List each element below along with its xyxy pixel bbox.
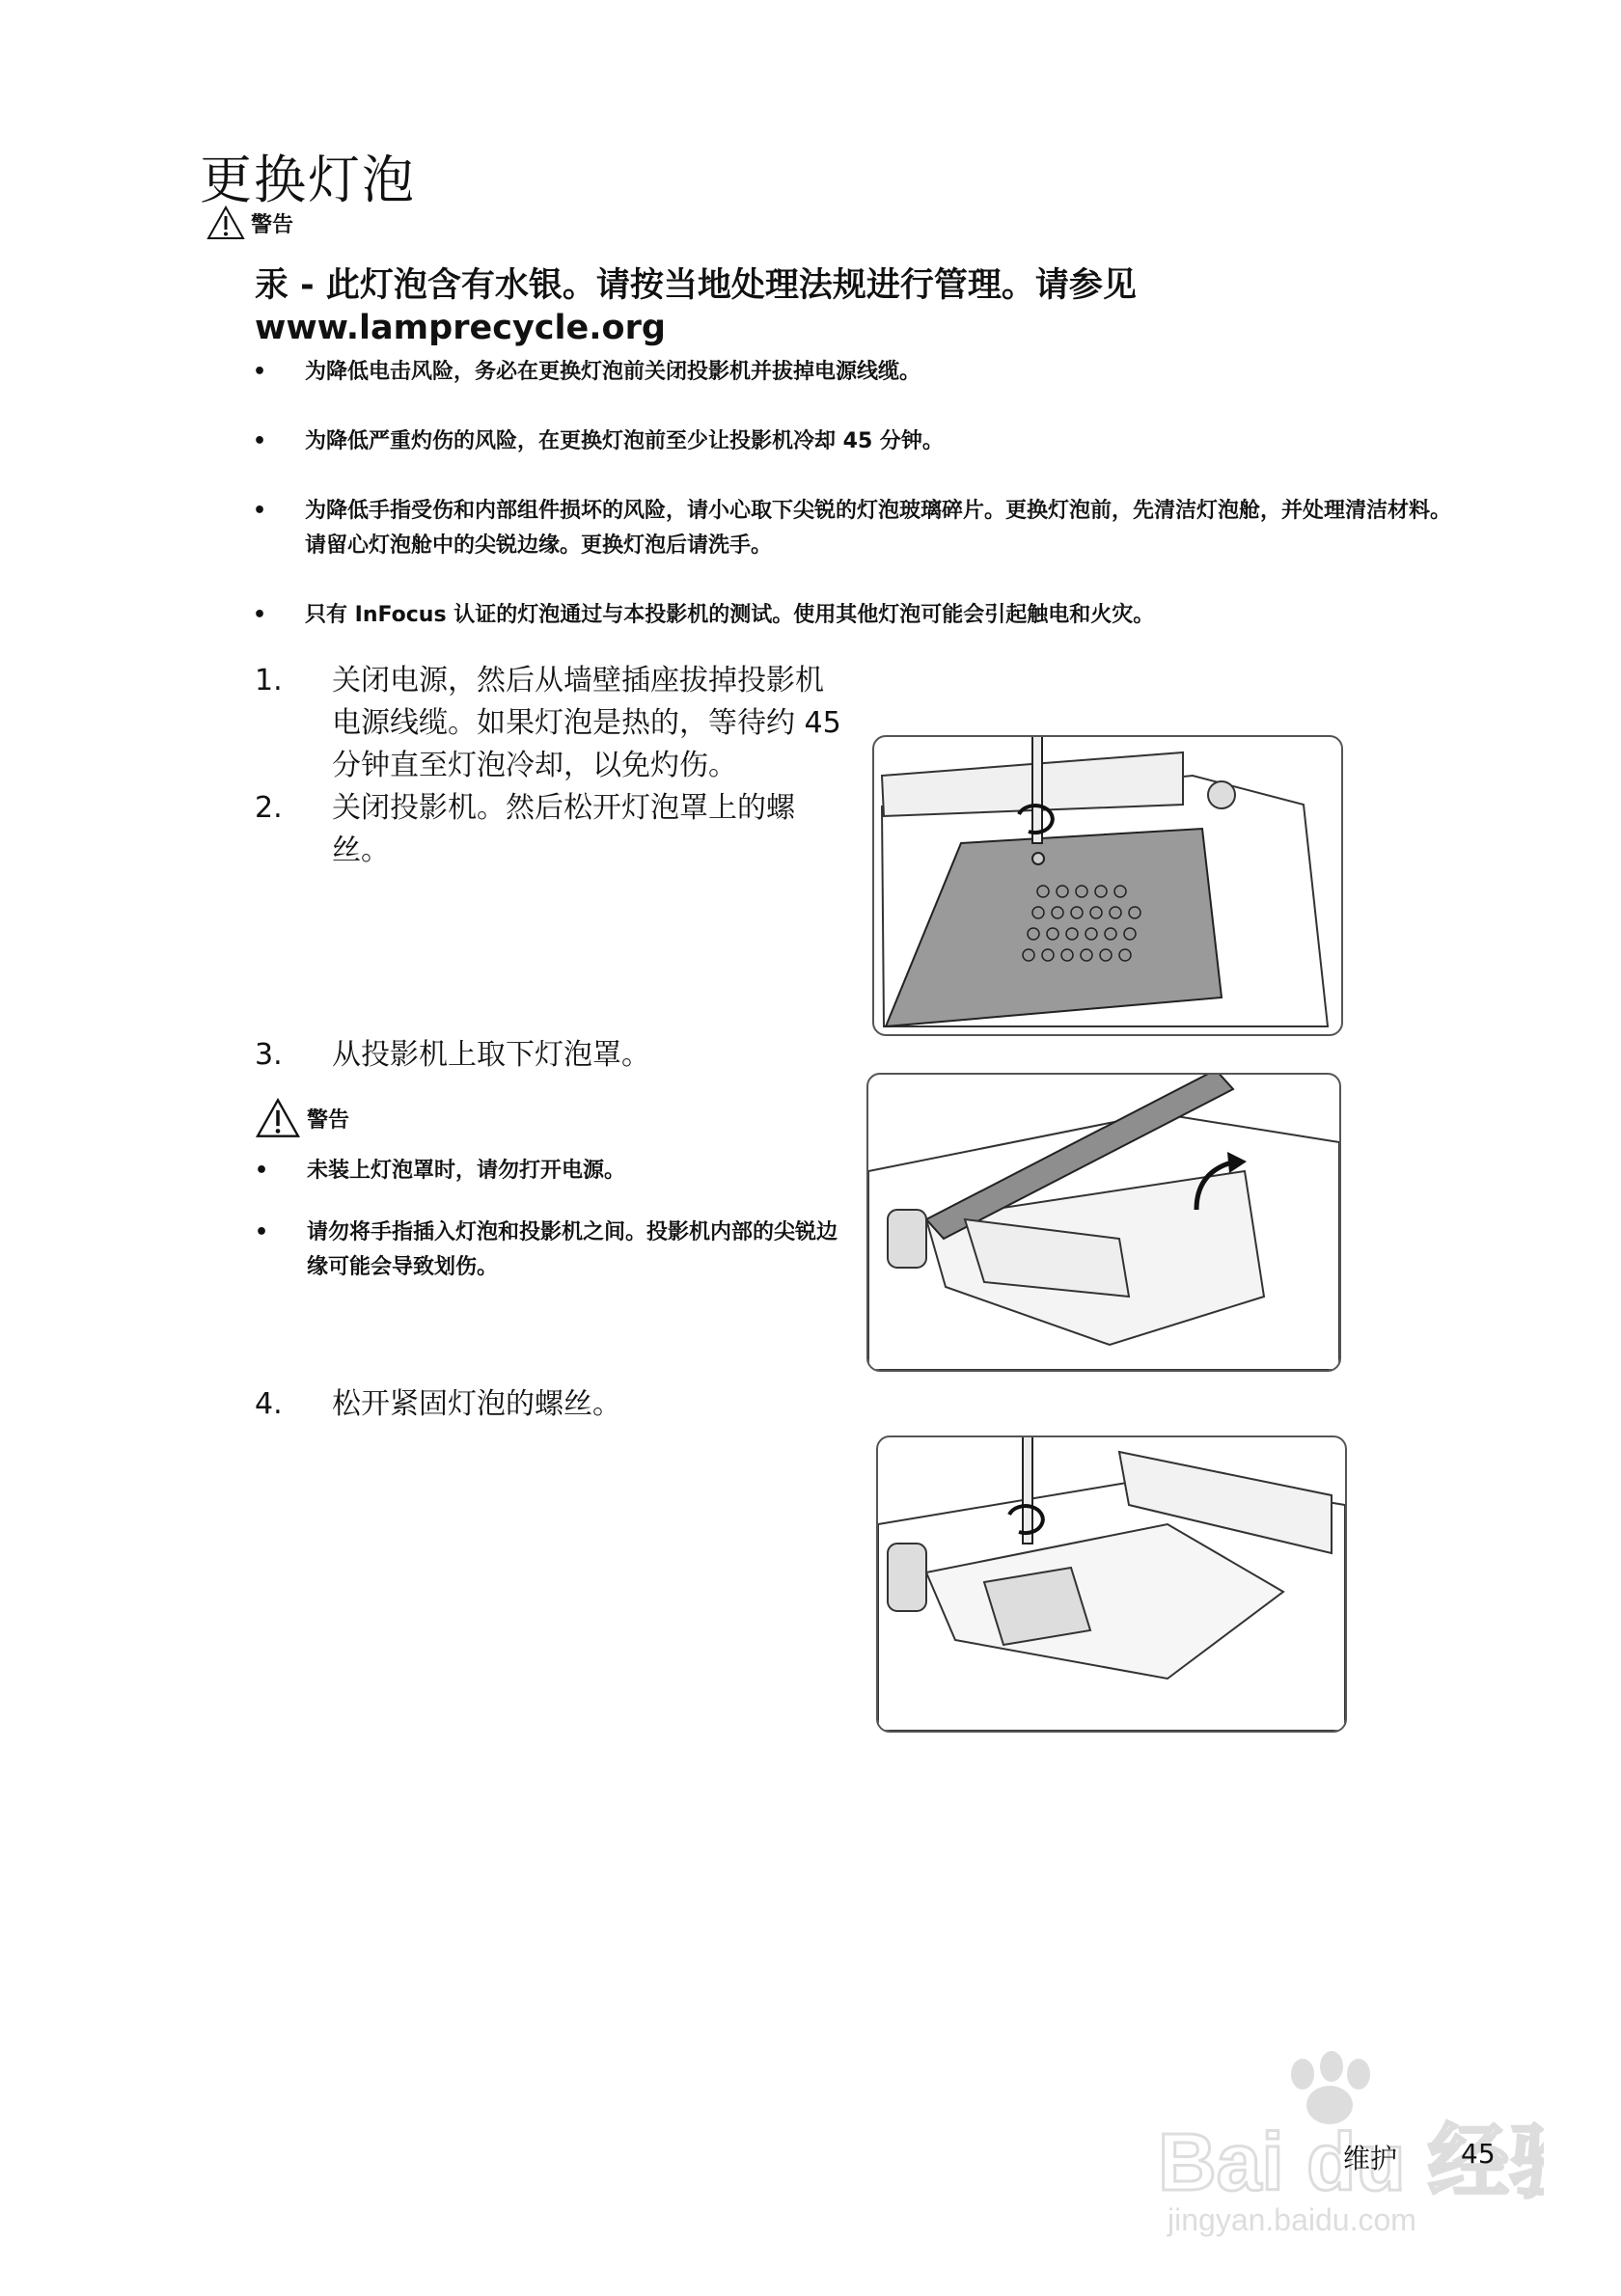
projector-open-cover-image [868, 1075, 1339, 1370]
bullet-icon: • [255, 1220, 269, 1244]
page-number: 45 [1461, 2138, 1496, 2170]
step-item [255, 1383, 843, 1426]
warning-triangle-icon [206, 205, 245, 240]
step-item [255, 660, 843, 787]
bullet-icon: • [253, 499, 267, 523]
bullet-icon: • [253, 429, 267, 453]
page-title: 更换灯泡 [200, 150, 416, 210]
projector-lamp-screw-image [878, 1437, 1345, 1731]
watermark-brand: Bai du 经 [1158, 2117, 1510, 2207]
step-number: 1. [255, 664, 283, 697]
list-item [255, 1216, 853, 1285]
steps-1-2 [255, 660, 843, 872]
bullet-text: 为降低严重灼伤的风险，在更换灯泡前至少让投影机冷却 45 分钟。 [305, 429, 944, 453]
step-text: 松开紧固灯泡的螺丝。 [332, 1387, 621, 1421]
warning-header [206, 205, 293, 240]
step-item [255, 1034, 843, 1077]
warning-label: 警告 [251, 212, 294, 237]
list-item [253, 494, 1459, 563]
warning-bullet-list [253, 355, 1459, 668]
warning2-bullet-list [255, 1154, 853, 1285]
step-3 [255, 1034, 843, 1077]
bullet-icon: • [255, 1159, 269, 1183]
warning-header [255, 1098, 349, 1138]
list-item [253, 598, 1459, 633]
bullet-text: 请勿将手指插入灯泡和投影机之间。投影机内部的尖锐边缘可能会导致划伤。 [307, 1220, 838, 1279]
illustration-loosen-lamp-screw [876, 1435, 1347, 1733]
illustration-remove-cover [866, 1073, 1341, 1372]
bullet-text: 只有 InFocus 认证的灯泡通过与本投影机的测试。使用其他灯泡可能会引起触电和火灾。 [305, 603, 1155, 627]
step-number: 2. [255, 791, 283, 825]
bullet-icon: • [253, 360, 267, 384]
warning-triangle-icon [255, 1098, 301, 1138]
mercury-notice [255, 264, 1364, 349]
bullet-text: 为降低电击风险，务必在更换灯泡前关闭投影机并拔掉电源线缆。 [305, 360, 921, 384]
list-item [255, 1154, 853, 1189]
step-text: 关闭投影机。然后松开灯泡罩上的螺丝。 [332, 791, 795, 867]
projector-lamp-cover-image [874, 737, 1341, 1034]
warning-label: 警告 [307, 1107, 350, 1133]
step-text: 关闭电源，然后从墙壁插座拔掉投影机电源线缆。如果灯泡是热的，等待约 45 分钟直至灯泡冷却，以免灼伤。 [332, 664, 841, 782]
footer-section-name: 维护 [1343, 2143, 1398, 2174]
lamprecycle-link[interactable]: www.lamprecycle.org [255, 309, 666, 347]
step-text: 从投影机上取下灯泡罩。 [332, 1038, 650, 1072]
step-number: 3. [255, 1038, 283, 1072]
step-number: 4. [255, 1387, 283, 1421]
bullet-icon: • [253, 603, 267, 627]
bullet-text: 未装上灯泡罩时，请勿打开电源。 [307, 1159, 626, 1183]
mercury-text: 汞 - 此灯泡含有水银。请按当地处理法规进行管理。请参见 [255, 266, 1137, 305]
step-4 [255, 1383, 843, 1426]
illustration-loosen-cover-screw [872, 735, 1343, 1036]
list-item [253, 424, 1459, 459]
step-item [255, 787, 843, 872]
bullet-text: 为降低手指受伤和内部组件损坏的风险，请小心取下尖锐的灯泡玻璃碎片。更换灯泡前，先清洁灯泡舱，并处理清洁材料。请留心灯泡舱中的尖锐边缘。更换灯泡后请洗手。 [305, 499, 1452, 558]
watermark-url: jingyan.baidu.com [1168, 2202, 1416, 2237]
list-item [253, 355, 1459, 390]
